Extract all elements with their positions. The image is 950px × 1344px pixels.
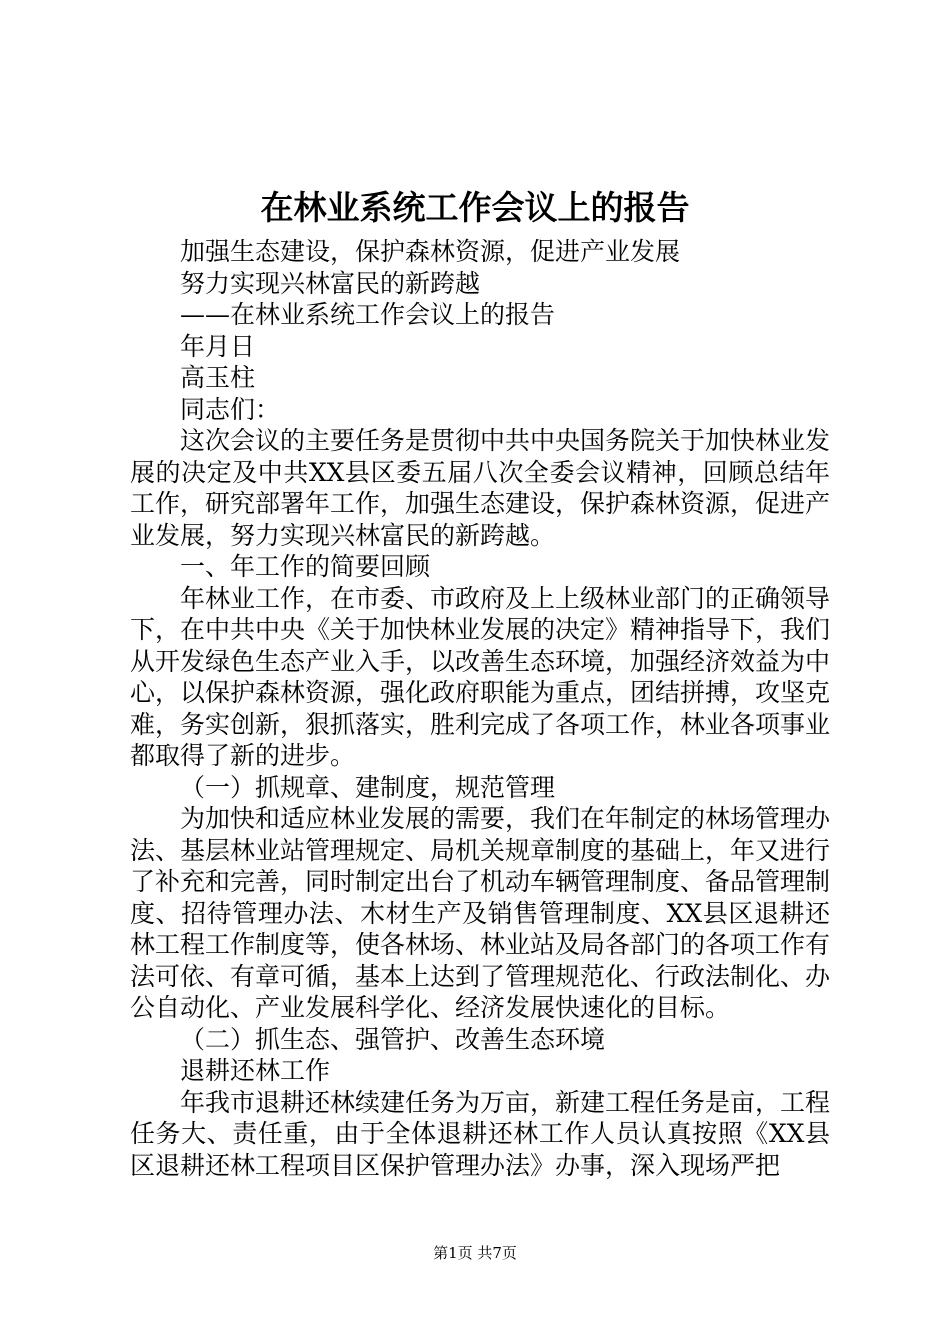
paragraph: 年我市退耕还林续建任务为万亩，新建工程任务是亩，工程任务大、责任重，由于全体退耕还林工作人员认真按照《XX县区退耕还林工程项目区保护管理办法》办事，深入现场严把 xyxy=(130,1087,831,1180)
topic-heading: 退耕还林工作 xyxy=(180,1056,331,1085)
subsection-heading: （二）抓生态、强管护、改善生态环境 xyxy=(180,1024,606,1054)
salutation-line: 同志们： xyxy=(180,394,281,424)
page-number-footer: 第1页 共7页 xyxy=(433,1244,517,1262)
subtitle-line: 加强生态建设，保护森林资源，促进产业发展 xyxy=(180,237,681,266)
date-line: 年月日 xyxy=(180,331,256,361)
subtitle-line: ——在林业系统工作会议上的报告 xyxy=(180,300,556,329)
section-heading: 一、年工作的简要回顾 xyxy=(180,552,431,581)
document-title: 在林业系统工作会议上的报告 xyxy=(260,188,690,227)
document-body xyxy=(130,236,830,1181)
paragraph: 为加快和适应林业发展的需要，我们在年制定的林场管理办法、基层林业站管理规定、局机关规章制度的基础上，年又进行了补充和完善，同时制定出台了机动车辆管理制度、备品管理制度、招待管理办法、木材生产及销售管理制度、XX县区退耕还林工程工作制度等，使各林场、林业站及局各部门的各项工作有法可依、有章可循，基本上达到了管理规范化、行政法制化、办公自动化、产业发展科学化、经济发展快速化的目标。 xyxy=(130,804,831,1022)
paragraph: 这次会议的主要任务是贯彻中共中央国务院关于加快林业发展的决定及中共XX县区委五届八次全委会议精神，回顾总结年工作，研究部署年工作，加强生态建设，保护森林资源，促进产业发展，努力实现兴林富民的新跨越。 xyxy=(130,426,831,550)
subsection-heading: （一）抓规章、建制度，规范管理 xyxy=(180,772,556,802)
author-line: 高玉柱 xyxy=(180,363,256,392)
paragraph: 年林业工作，在市委、市政府及上上级林业部门的正确领导下，在中共中央《关于加快林业发展的决定》精神指导下，我们从开发绿色生态产业入手，以改善生态环境，加强经济效益为中心，以保护森林资源，强化政府职能为重点，团结拼搏，攻坚克难，务实创新，狠抓落实，胜利完成了各项工作，林业各项事业都取得了新的进步。 xyxy=(130,583,831,770)
subtitle-line: 努力实现兴林富民的新跨越 xyxy=(180,268,481,298)
